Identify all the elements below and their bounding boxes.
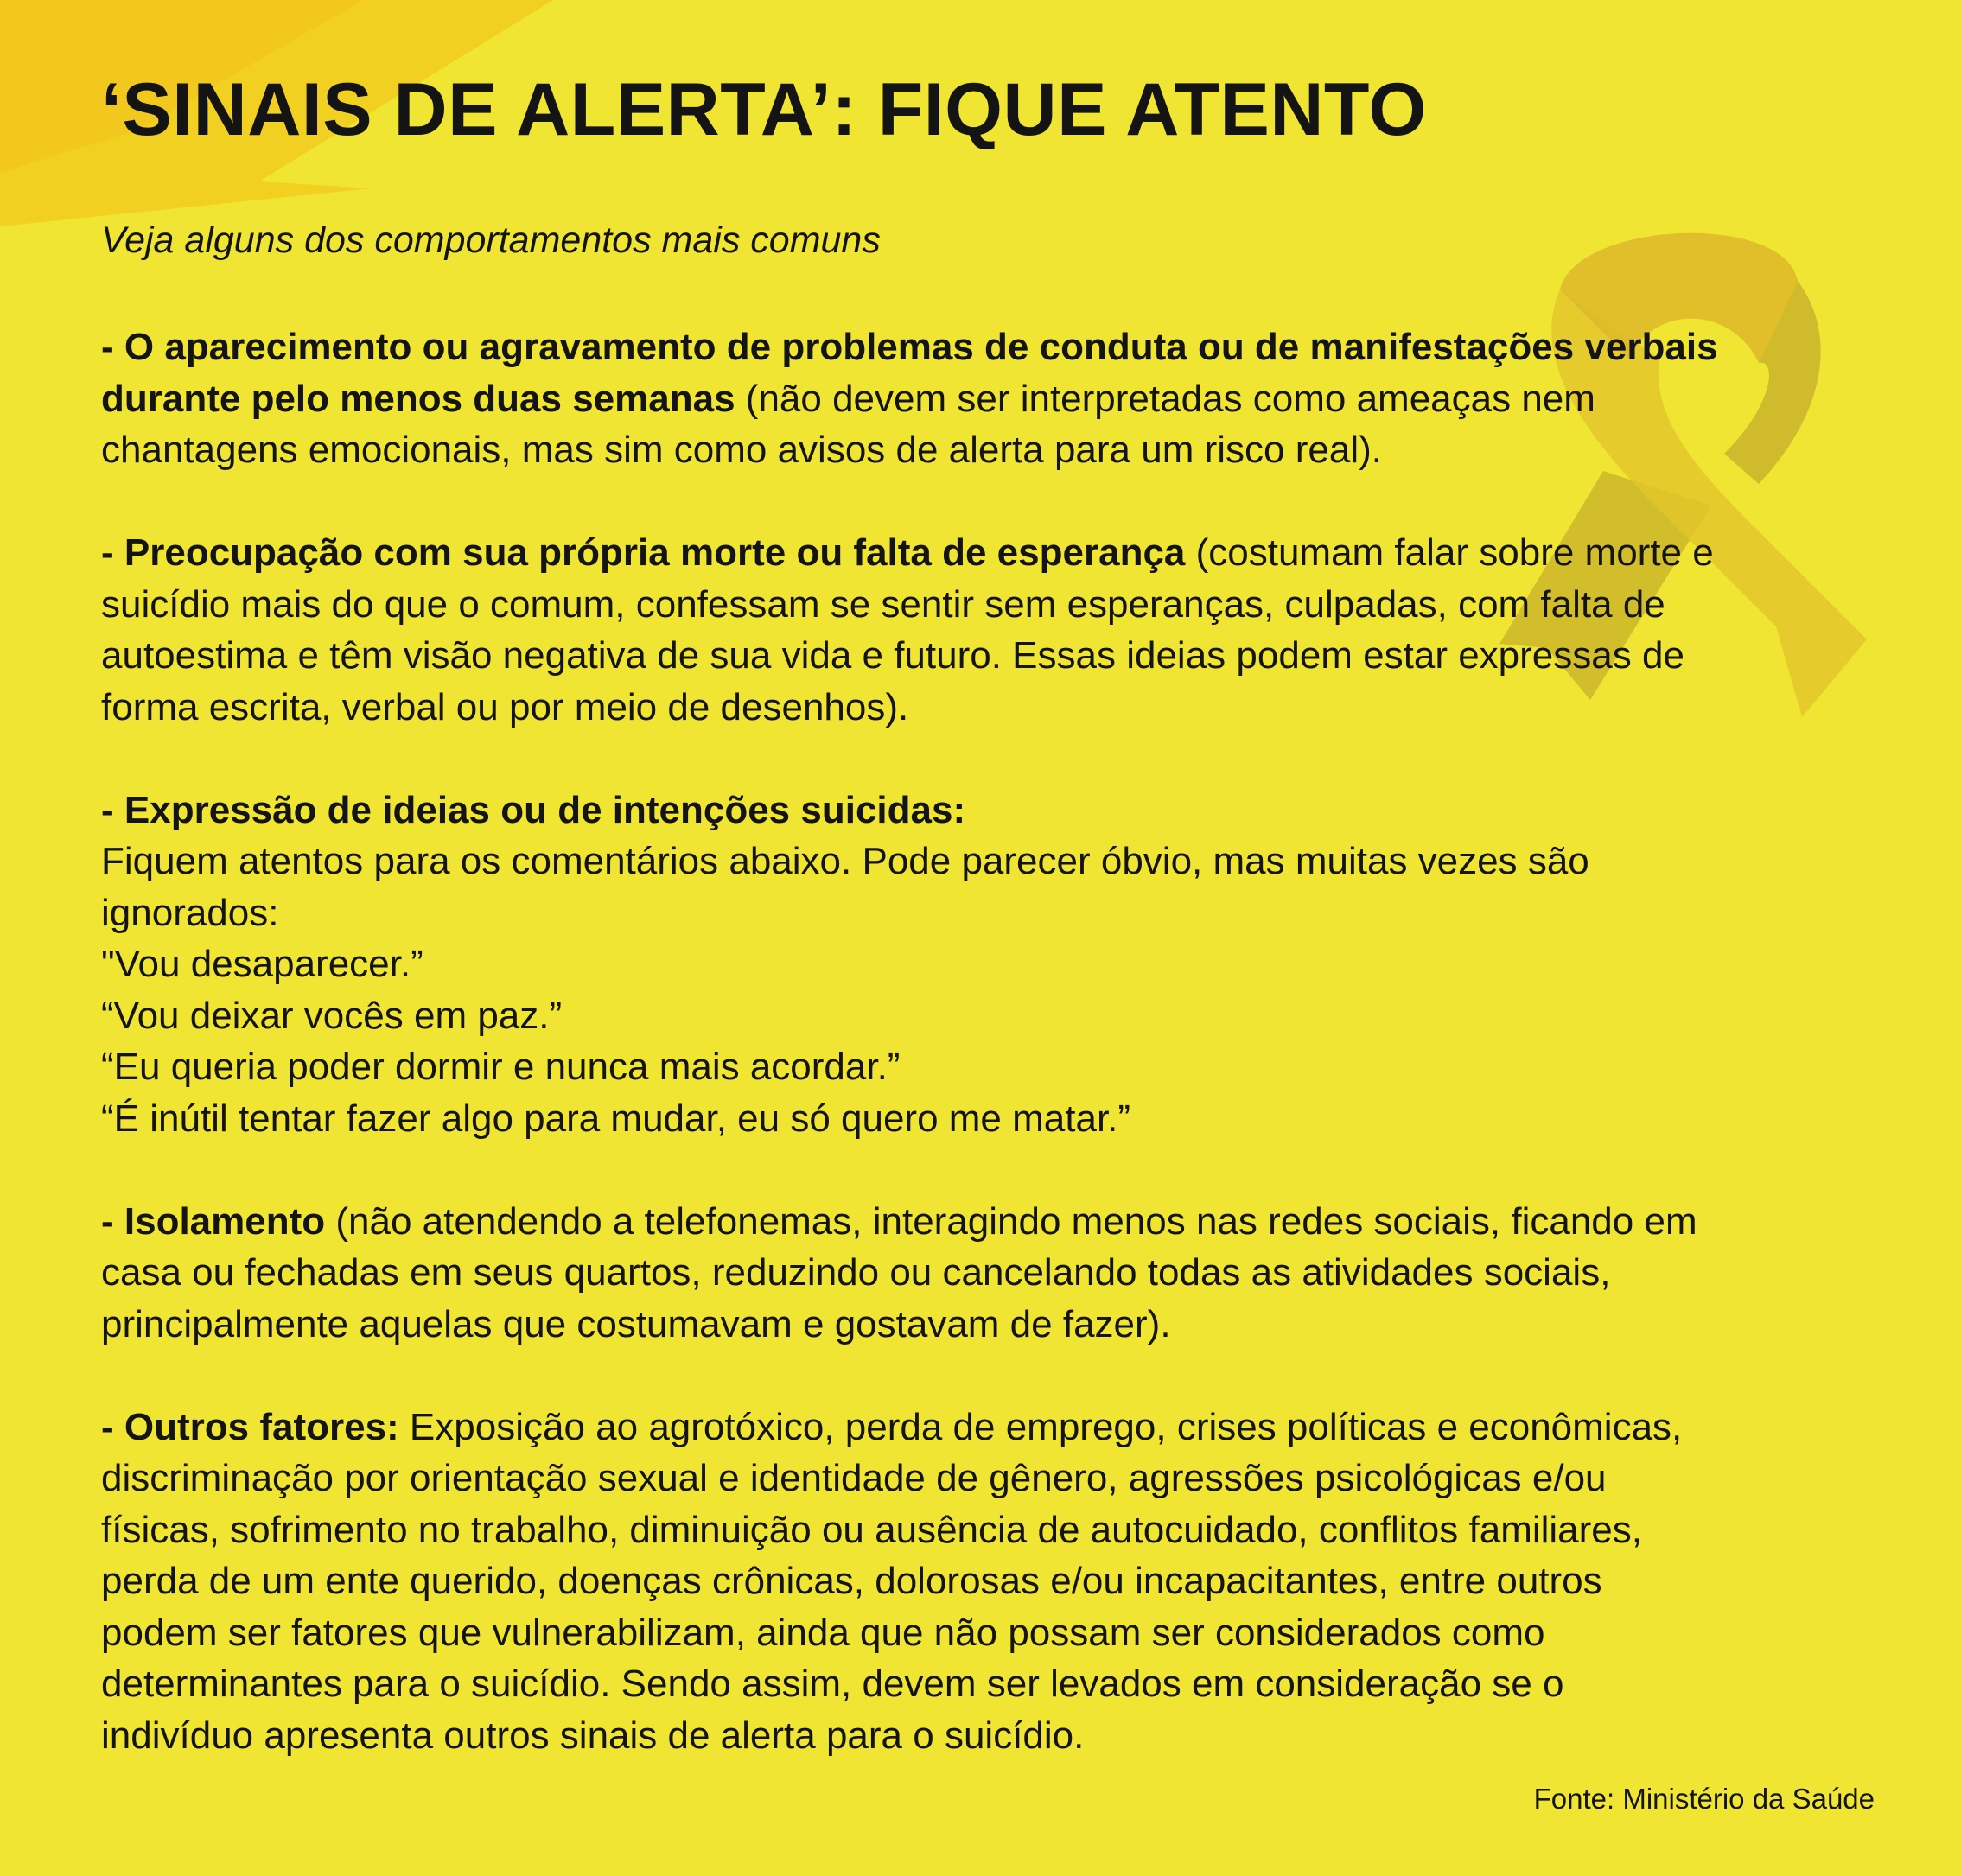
- body-text: Exposição ao agrotóxico, perda de emprego, crises políticas e econômicas,: [398, 1405, 1683, 1448]
- text-line: [101, 1658, 1869, 1710]
- subtitle: Veja alguns dos comportamentos mais comuns: [101, 219, 881, 261]
- text-line: [101, 1402, 1869, 1453]
- warning-sign-item: [101, 321, 1869, 476]
- warning-sign-item: [101, 1196, 1869, 1351]
- text-line: [101, 1453, 1869, 1504]
- text-line: [101, 785, 1869, 836]
- body-text: chantagens emocionais, mas sim como avisos de alerta para um risco real).: [101, 429, 1382, 471]
- source-credit: Fonte: Ministério da Saúde: [1533, 1783, 1875, 1815]
- body-text: principalmente aquelas que costumavam e gostavam de fazer).: [101, 1302, 1171, 1345]
- bold-heading: - Isolamento: [101, 1199, 326, 1243]
- body-text: "Vou desaparecer.”: [101, 943, 423, 985]
- warning-sign-item: [101, 527, 1869, 733]
- text-line: [101, 682, 1869, 734]
- text-line: [101, 1607, 1869, 1659]
- body-text: perda de um ente querido, doenças crônicas, dolorosas e/ou incapacitantes, entre outros: [101, 1560, 1602, 1602]
- text-line: [101, 1504, 1869, 1556]
- body-text: “Vou deixar vocês em paz.”: [101, 994, 563, 1037]
- text-line: [101, 630, 1869, 682]
- body-text: autoestima e têm visão negativa de sua vida e futuro. Essas ideias podem estar expressas de: [101, 634, 1684, 677]
- bold-heading: - Outros fatores:: [101, 1405, 399, 1448]
- text-line: [101, 321, 1869, 373]
- text-line: [101, 424, 1869, 476]
- text-line: [101, 836, 1869, 887]
- text-line: [101, 1555, 1869, 1607]
- warning-signs-list: [101, 321, 1869, 1813]
- text-line: [101, 527, 1869, 579]
- body-text: suicídio mais do que o comum, confessam se sentir sem esperanças, culpadas, com falta de: [101, 582, 1665, 626]
- text-line: [101, 1196, 1869, 1248]
- body-text: (costumam falar sobre morte e: [1185, 531, 1714, 574]
- body-text: (não atendendo a telefonemas, interagindo menos nas redes sociais, ficando em: [325, 1199, 1697, 1243]
- text-line: [101, 887, 1869, 939]
- body-text: Fiquem atentos para os comentários abaixo. Pode parecer óbvio, mas muitas vezes são: [101, 840, 1589, 882]
- text-line: [101, 1041, 1869, 1093]
- text-line: [101, 1247, 1869, 1299]
- body-text: casa ou fechadas em seus quartos, reduzindo ou cancelando todas as atividades sociais,: [101, 1251, 1611, 1294]
- text-line: [101, 579, 1869, 631]
- body-text: forma escrita, verbal ou por meio de desenhos).: [101, 685, 909, 728]
- text-line: [101, 1710, 1869, 1762]
- text-line: [101, 990, 1869, 1042]
- text-line: [101, 1299, 1869, 1351]
- body-text: indivíduo apresenta outros sinais de alerta para o suicídio.: [101, 1714, 1085, 1757]
- bold-heading: - Preocupação com sua própria morte ou falta de esperança: [101, 531, 1186, 574]
- body-text: “Eu queria poder dormir e nunca mais acordar.”: [101, 1046, 901, 1088]
- body-text: determinantes para o suicídio. Sendo assim, devem ser levados em consideração se o: [101, 1663, 1564, 1705]
- body-text: físicas, sofrimento no trabalho, diminuição ou ausência de autocuidado, conflitos familiares,: [101, 1508, 1642, 1551]
- body-text: discriminação por orientação sexual e identidade de gênero, agressões psicológicas e/ou: [101, 1457, 1607, 1499]
- text-line: [101, 1093, 1869, 1145]
- text-line: [101, 373, 1869, 425]
- body-text: ignorados:: [101, 891, 279, 934]
- bold-heading: - Expressão de ideias ou de intenções suicidas:: [101, 788, 966, 831]
- body-text: podem ser fatores que vulnerabilizam, ainda que não possam ser considerados como: [101, 1611, 1545, 1654]
- bold-heading: - O aparecimento ou agravamento de problemas de conduta ou de manifestações verbais: [101, 326, 1718, 368]
- page-title: ‘SINAIS DE ALERTA’: FIQUE ATENTO: [101, 68, 1427, 151]
- bold-heading: durante pelo menos duas semanas: [101, 377, 735, 420]
- body-text: (não devem ser interpretadas como ameaças nem: [735, 377, 1595, 420]
- warning-sign-item: [101, 785, 1869, 1145]
- warning-sign-item: [101, 1402, 1869, 1762]
- text-line: [101, 938, 1869, 990]
- body-text: “É inútil tentar fazer algo para mudar, eu só quero me matar.”: [101, 1097, 1131, 1140]
